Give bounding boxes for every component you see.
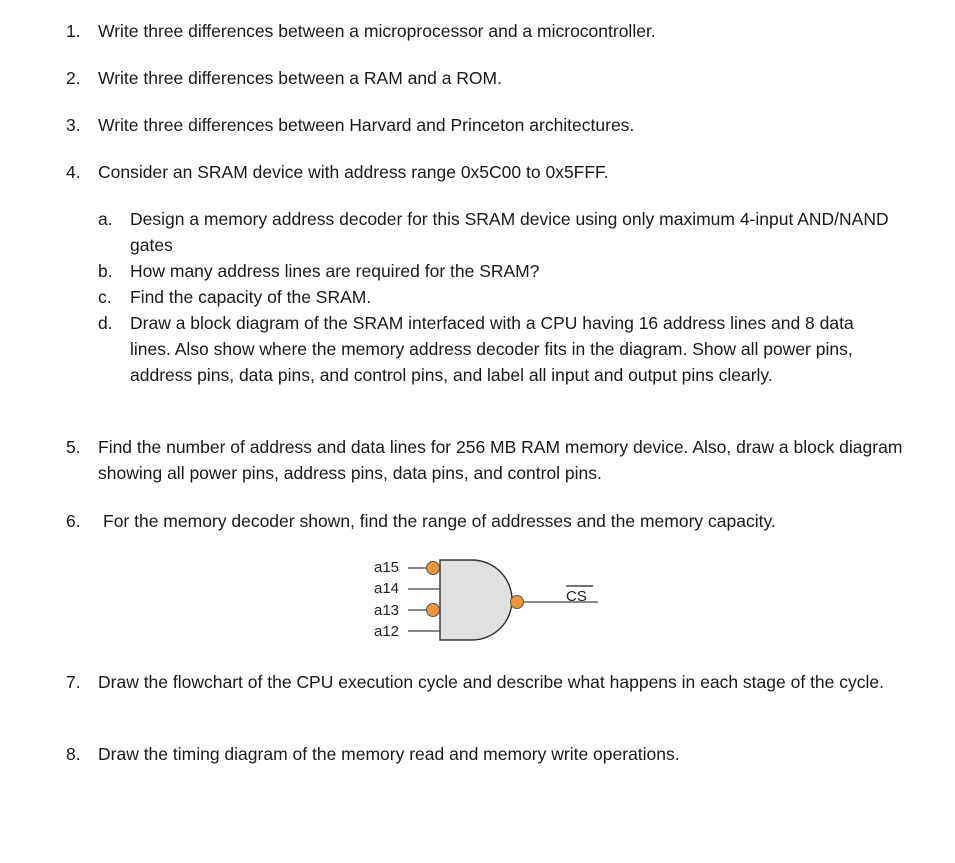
subquestion-text: Design a memory address decoder for this SRAM device using only maximum 4-input AND/NAND gates <box>130 209 889 255</box>
subquestion-b <box>98 258 898 284</box>
question-8 <box>66 741 906 767</box>
subquestion-text: Find the capacity of the SRAM. <box>130 287 372 307</box>
subquestion-a <box>98 206 898 258</box>
output-inversion-bubble <box>511 596 524 609</box>
question-text: Draw the flowchart of the CPU execution cycle and describe what happens in each stage of the cycle. <box>98 672 884 692</box>
subquestion-d <box>98 310 898 388</box>
subquestion-letter: b. <box>98 261 113 281</box>
question-text: Write three differences between a microprocessor and a microcontroller. <box>98 21 656 41</box>
decoder-input-label: a14 <box>374 580 400 597</box>
question-text: For the memory decoder shown, find the range of addresses and the memory capacity. <box>103 511 776 531</box>
question-4 <box>66 159 906 185</box>
question-text: Write three differences between Harvard and Princeton architectures. <box>98 115 635 135</box>
subquestion-letter: c. <box>98 287 112 307</box>
inversion-bubble <box>427 562 440 575</box>
question-text: Draw the timing diagram of the memory read and memory write operations. <box>98 744 680 764</box>
question-1 <box>66 18 906 44</box>
question-7 <box>66 669 906 695</box>
decoder-input-label: a13 <box>374 602 400 619</box>
question-number: 6. <box>66 511 81 531</box>
subquestion-text: Draw a block diagram of the SRAM interfaced with a CPU having 16 address lines and 8 data lines. Also show where the memory address decoder fits in the diagram. Show all power pins, address pins, data pins, and control pins, and label all input and output pins clearly. <box>130 313 854 385</box>
inversion-bubble <box>427 604 440 617</box>
subquestion-text: How many address lines are required for the SRAM? <box>130 261 540 281</box>
question-number: 7. <box>66 672 81 692</box>
question-number: 8. <box>66 744 81 764</box>
question-number: 4. <box>66 162 81 182</box>
question-6 <box>66 508 906 534</box>
question-number: 1. <box>66 21 81 41</box>
question-number: 3. <box>66 115 81 135</box>
question-text: Find the number of address and data lines for 256 MB RAM memory device. Also, draw a block diagram showing all power pins, address pins, data pins, and control pins. <box>98 437 903 483</box>
decoder-output-label: CS <box>566 588 587 605</box>
question-text: Write three differences between a RAM and a ROM. <box>98 68 502 88</box>
question-2 <box>66 65 906 91</box>
question-number: 5. <box>66 437 81 457</box>
question-5 <box>66 434 906 486</box>
subquestion-c <box>98 284 898 310</box>
memory-decoder-diagram <box>360 552 620 652</box>
subquestion-letter: a. <box>98 209 113 229</box>
question-3 <box>66 112 906 138</box>
question-number: 2. <box>66 68 81 88</box>
question-text: Consider an SRAM device with address range 0x5C00 to 0x5FFF. <box>98 162 609 182</box>
and-gate <box>440 560 512 640</box>
decoder-input-label: a12 <box>374 623 400 640</box>
subquestion-letter: d. <box>98 313 113 333</box>
decoder-input-label: a15 <box>374 559 400 576</box>
